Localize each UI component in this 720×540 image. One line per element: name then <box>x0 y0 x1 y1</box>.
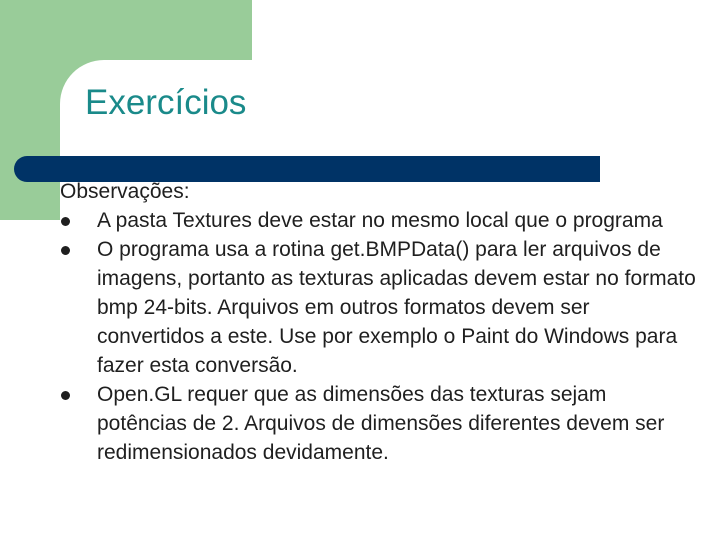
bullet-text: A pasta Textures deve estar no mesmo local que o programa <box>97 209 663 232</box>
slide-body <box>60 177 700 467</box>
bullet-item <box>60 235 700 380</box>
bullet-dot-icon <box>61 246 70 255</box>
bullet-item <box>60 380 700 467</box>
observations-heading: Observações: <box>60 180 190 203</box>
bullet-dot-icon <box>61 217 70 226</box>
bullet-item <box>60 206 700 235</box>
bullet-dot-icon <box>61 391 70 400</box>
bullet-text: Open.GL requer que as dimensões das texturas sejam potências de 2. Arquivos de dimensões diferentes devem ser redimensionados devidamente. <box>97 383 665 464</box>
bullet-text: O programa usa a rotina get.BMPData() para ler arquivos de imagens, portanto as texturas aplicadas devem estar no formato bmp 24-bits. Arquivos em outros formatos devem ser convertidos a este. Use por exemplo o Paint do Windows para fazer esta conversão. <box>97 238 696 377</box>
bullet-list <box>60 206 700 467</box>
slide-title: Exercícios <box>85 83 247 122</box>
